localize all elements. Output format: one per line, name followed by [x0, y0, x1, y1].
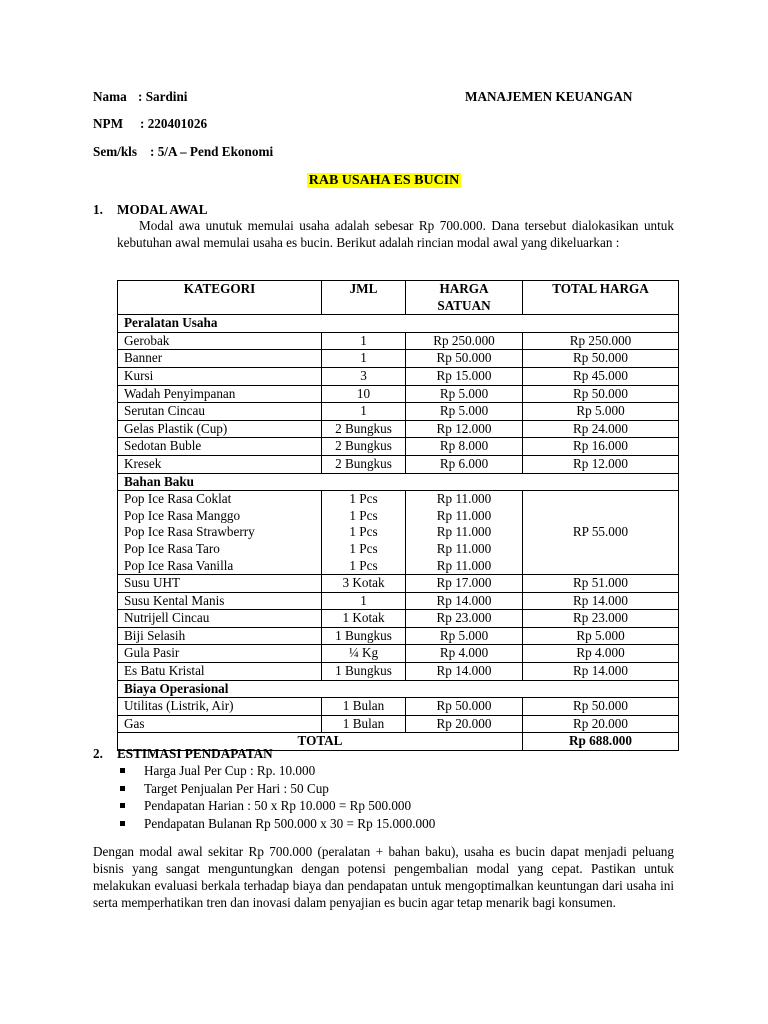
- cell-qty: 1 Bulan: [322, 698, 406, 716]
- sem-label: Sem/kls: [93, 144, 137, 159]
- section-row-peralatan: [118, 315, 679, 333]
- cell-price: Rp 5.000: [406, 403, 523, 421]
- table-row: [118, 575, 679, 593]
- section-row-bahan: [118, 473, 679, 491]
- table-row: [118, 627, 679, 645]
- cell-qty: 1 Bungkus: [322, 627, 406, 645]
- name-label: Nama: [93, 89, 127, 104]
- header-total-harga: TOTAL HARGA: [523, 281, 679, 315]
- cell-item: Wadah Penyimpanan: [118, 385, 322, 403]
- cell-item: Gula Pasir: [118, 645, 322, 663]
- cell-total: Rp 50.000: [523, 350, 679, 368]
- popice-qty: [322, 491, 406, 575]
- bullet-text: Target Penjualan Per Hari : 50 Cup: [144, 780, 329, 796]
- popice-price-value: Rp 11.000: [436, 557, 492, 573]
- bullet-list: [118, 762, 435, 832]
- table-row: [118, 367, 679, 385]
- header-harga-satuan: HARGA SATUAN: [406, 281, 523, 315]
- bahan-rows: [118, 575, 679, 681]
- cell-total: Rp 4.000: [523, 645, 679, 663]
- cell-price: Rp 250.000: [406, 332, 523, 350]
- popice-item: Pop Ice Rasa Vanilla: [124, 557, 234, 573]
- cell-item: Nutrijell Cincau: [118, 610, 322, 628]
- popice-price-value: Rp 11.000: [436, 524, 492, 540]
- section-row-biaya: [118, 680, 679, 698]
- section2-heading: ESTIMASI PENDAPATAN: [117, 746, 273, 761]
- list-item: [118, 780, 435, 798]
- cell-total: Rp 20.000: [523, 715, 679, 733]
- cell-qty: 1: [322, 350, 406, 368]
- cell-qty: 3 Kotak: [322, 575, 406, 593]
- cell-total: Rp 5.000: [523, 627, 679, 645]
- cell-total: Rp 50.000: [523, 698, 679, 716]
- peralatan-rows: [118, 332, 679, 473]
- table-header-row: [118, 281, 679, 315]
- cell-qty: 2 Bungkus: [322, 438, 406, 456]
- popice-price-value: Rp 11.000: [436, 491, 492, 507]
- cell-qty: 2 Bungkus: [322, 420, 406, 438]
- cell-item: Gas: [118, 715, 322, 733]
- conclusion-paragraph: Dengan modal awal sekitar Rp 700.000 (peralatan + bahan baku), usaha es bucin dapat menjadi peluang bisnis yang sangat menguntungkan dengan potensi pengembalian modal yang cepat. Pastikan untuk melakukan evaluasi berkala terhadap biaya dan pendapatan untuk mengoptimalkan keuntungan dari usaha ini serta memperhatikan tren dan inovasi dalam penyajian es bucin agar tetap menarik bagi konsumen.: [93, 844, 674, 910]
- cell-price: Rp 23.000: [406, 610, 523, 628]
- cell-price: Rp 20.000: [406, 715, 523, 733]
- cell-price: Rp 14.000: [406, 663, 523, 681]
- cell-qty: 3: [322, 367, 406, 385]
- cell-total: Rp 14.000: [523, 663, 679, 681]
- section-label-biaya: Biaya Operasional: [118, 680, 679, 698]
- popice-total: RP 55.000: [523, 491, 679, 575]
- square-bullet-icon: [120, 786, 125, 791]
- cell-item: Gerobak: [118, 332, 322, 350]
- popice-qty-value: 1 Pcs: [349, 491, 378, 507]
- table-row: [118, 610, 679, 628]
- cell-qty: 1 Kotak: [322, 610, 406, 628]
- square-bullet-icon: [120, 768, 125, 773]
- header-kategori: KATEGORI: [118, 281, 322, 315]
- list-item: [118, 762, 435, 780]
- table-row: [118, 332, 679, 350]
- cell-total: Rp 50.000: [523, 385, 679, 403]
- header-jml: JML: [322, 281, 406, 315]
- section-label-bahan: Bahan Baku: [118, 473, 679, 491]
- table-row: [118, 403, 679, 421]
- popice-price-value: Rp 11.000: [436, 507, 492, 523]
- cell-item: Gelas Plastik (Cup): [118, 420, 322, 438]
- popice-item: Pop Ice Rasa Taro: [124, 540, 220, 556]
- section1-heading: MODAL AWAL: [117, 202, 208, 217]
- cell-qty: 1: [322, 592, 406, 610]
- cell-total: Rp 45.000: [523, 367, 679, 385]
- cell-qty: 1: [322, 332, 406, 350]
- section1-intro-text: Modal awa unutuk memulai usaha adalah sebesar Rp 700.000. Dana tersebut dialokasikan untuk kebutuhan awal memulai usaha es bucin. Berikut adalah rincian modal awal yang dikeluarkan :: [117, 218, 674, 250]
- cell-price: Rp 17.000: [406, 575, 523, 593]
- table-row: [118, 455, 679, 473]
- cell-item: Susu UHT: [118, 575, 322, 593]
- cell-price: Rp 6.000: [406, 455, 523, 473]
- cell-price: Rp 8.000: [406, 438, 523, 456]
- popice-item: Pop Ice Rasa Strawberry: [124, 524, 255, 540]
- cell-qty: ¼ Kg: [322, 645, 406, 663]
- cell-price: Rp 12.000: [406, 420, 523, 438]
- cell-total: Rp 51.000: [523, 575, 679, 593]
- list-item: [118, 815, 435, 833]
- cell-price: Rp 14.000: [406, 592, 523, 610]
- popice-qty-value: 1 Pcs: [349, 557, 378, 573]
- sem-value: : 5/A – Pend Ekonomi: [150, 144, 274, 159]
- cell-total: Rp 5.000: [523, 403, 679, 421]
- rab-table: [117, 280, 679, 751]
- popice-qty-value: 1 Pcs: [349, 540, 378, 556]
- cell-price: Rp 50.000: [406, 698, 523, 716]
- cell-price: Rp 50.000: [406, 350, 523, 368]
- cell-price: Rp 4.000: [406, 645, 523, 663]
- popice-price-value: Rp 11.000: [436, 540, 492, 556]
- cell-item: Kresek: [118, 455, 322, 473]
- cell-qty: 2 Bungkus: [322, 455, 406, 473]
- cell-item: Sedotan Buble: [118, 438, 322, 456]
- table-row: [118, 715, 679, 733]
- cell-qty: 10: [322, 385, 406, 403]
- cell-total: Rp 24.000: [523, 420, 679, 438]
- square-bullet-icon: [120, 803, 125, 808]
- table-row: [118, 420, 679, 438]
- total-value: Rp 688.000: [523, 733, 679, 751]
- cell-qty: 1: [322, 403, 406, 421]
- popice-item: Pop Ice Rasa Coklat: [124, 491, 232, 507]
- table-row: [118, 645, 679, 663]
- cell-item: Susu Kental Manis: [118, 592, 322, 610]
- biaya-rows: [118, 698, 679, 733]
- cell-total: Rp 16.000: [523, 438, 679, 456]
- section2-number: 2.: [93, 746, 103, 761]
- popice-qty-value: 1 Pcs: [349, 524, 378, 540]
- popice-price: [406, 491, 523, 575]
- cell-item: Serutan Cincau: [118, 403, 322, 421]
- popice-qty-value: 1 Pcs: [349, 507, 378, 523]
- table-row: [118, 663, 679, 681]
- cell-item: Es Batu Kristal: [118, 663, 322, 681]
- bullet-text: Pendapatan Bulanan Rp 500.000 x 30 = Rp 15.000.000: [144, 815, 436, 831]
- title-wrap: [0, 172, 768, 190]
- npm-label: NPM: [93, 116, 124, 131]
- cell-price: Rp 5.000: [406, 385, 523, 403]
- bullet-text: Harga Jual Per Cup : Rp. 10.000: [144, 763, 316, 778]
- cell-qty: 1 Bungkus: [322, 663, 406, 681]
- cell-item: Utilitas (Listrik, Air): [118, 698, 322, 716]
- cell-total: Rp 14.000: [523, 592, 679, 610]
- cell-total: Rp 250.000: [523, 332, 679, 350]
- cell-item: Banner: [118, 350, 322, 368]
- square-bullet-icon: [120, 821, 125, 826]
- list-item: [118, 797, 435, 815]
- name-value: : Sardini: [138, 89, 188, 104]
- table-row: [118, 385, 679, 403]
- table-row: [118, 698, 679, 716]
- total-label: TOTAL: [118, 733, 523, 751]
- bullet-text: Pendapatan Harian : 50 x Rp 10.000 = Rp 500.000: [144, 798, 412, 813]
- document-title: RAB USAHA ES BUCIN: [308, 173, 460, 188]
- table-row: [118, 438, 679, 456]
- cell-qty: 1 Bulan: [322, 715, 406, 733]
- cell-price: Rp 15.000: [406, 367, 523, 385]
- table-row: [118, 350, 679, 368]
- cell-item: Kursi: [118, 367, 322, 385]
- table-row: [118, 592, 679, 610]
- popice-row: [118, 491, 679, 575]
- cell-price: Rp 5.000: [406, 627, 523, 645]
- cell-item: Biji Selasih: [118, 627, 322, 645]
- popice-items: [118, 491, 322, 575]
- course-title: MANAJEMEN KEUANGAN: [465, 89, 633, 104]
- section-label-peralatan: Peralatan Usaha: [118, 315, 679, 333]
- npm-value: : 220401026: [140, 116, 208, 131]
- section1-intro: [117, 217, 674, 251]
- section1-number: 1.: [93, 202, 103, 217]
- cell-total: Rp 23.000: [523, 610, 679, 628]
- cell-total: Rp 12.000: [523, 455, 679, 473]
- popice-item: Pop Ice Rasa Manggo: [124, 507, 241, 523]
